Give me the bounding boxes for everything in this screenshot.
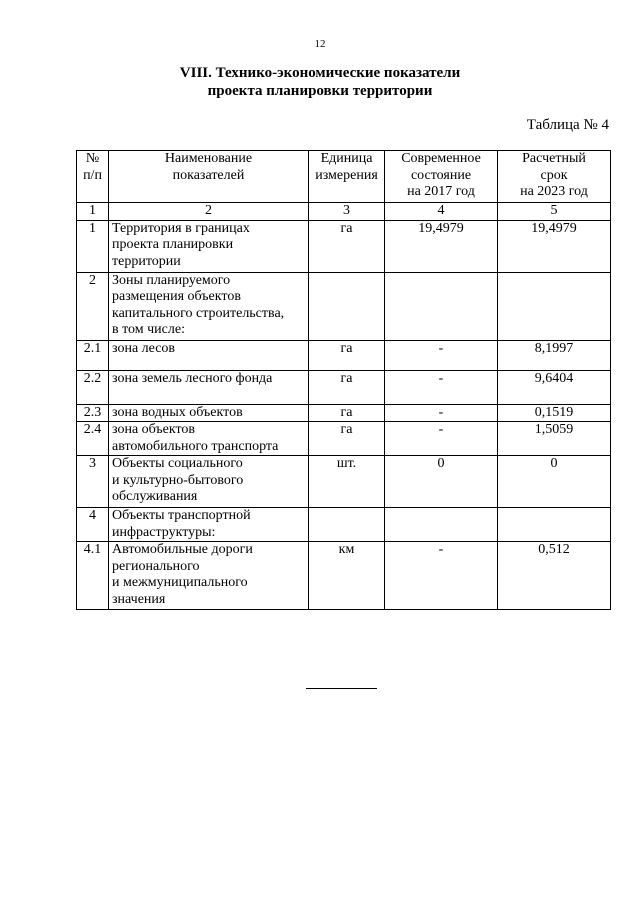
row-number: 4 — [77, 508, 109, 542]
column-number: 1 — [77, 203, 109, 221]
table-row — [77, 370, 611, 404]
table-header-row — [77, 151, 611, 203]
row-unit: га — [309, 340, 385, 370]
column-number: 3 — [309, 203, 385, 221]
row-planned: 0,512 — [498, 542, 611, 610]
table-row — [77, 456, 611, 508]
table-row — [77, 340, 611, 370]
section-title: VIII. Технико-экономические показатели проекта планировки территории — [179, 65, 461, 99]
table-row — [77, 272, 611, 340]
row-planned — [498, 508, 611, 542]
row-number: 1 — [77, 220, 109, 272]
row-name: Автомобильные дороги регионального и межмуниципального значения — [109, 542, 309, 610]
row-current: - — [385, 370, 498, 404]
table-row — [77, 220, 611, 272]
row-unit: га — [309, 370, 385, 404]
row-current: 19,4979 — [385, 220, 498, 272]
header-planned: Расчетный срок на 2023 год — [498, 151, 611, 203]
column-number: 5 — [498, 203, 611, 221]
header-unit: Единица измерения — [309, 151, 385, 203]
row-number: 3 — [77, 456, 109, 508]
indicators-table — [76, 150, 611, 610]
row-planned: 0,1519 — [498, 404, 611, 422]
row-planned: 9,6404 — [498, 370, 611, 404]
column-number-row — [77, 203, 611, 221]
row-name: Объекты транспортной инфраструктуры: — [109, 508, 309, 542]
table-row — [77, 404, 611, 422]
row-planned: 1,5059 — [498, 422, 611, 456]
row-number: 2.2 — [77, 370, 109, 404]
row-name: Зоны планируемого размещения объектов капитального строительства, в том числе: — [109, 272, 309, 340]
row-current — [385, 508, 498, 542]
row-unit: га — [309, 220, 385, 272]
row-current: - — [385, 422, 498, 456]
row-unit: шт. — [309, 456, 385, 508]
row-name: Территория в границах проекта планировки территории — [109, 220, 309, 272]
row-name: зона водных объектов — [109, 404, 309, 422]
row-name: зона объектов автомобильного транспорта — [109, 422, 309, 456]
row-number: 4.1 — [77, 542, 109, 610]
row-current: - — [385, 542, 498, 610]
row-planned: 8,1997 — [498, 340, 611, 370]
row-current: - — [385, 404, 498, 422]
column-number: 2 — [109, 203, 309, 221]
table-row — [77, 422, 611, 456]
column-number: 4 — [385, 203, 498, 221]
table-row — [77, 542, 611, 610]
row-current: 0 — [385, 456, 498, 508]
row-current — [385, 272, 498, 340]
table-row — [77, 508, 611, 542]
row-number: 2.4 — [77, 422, 109, 456]
row-unit: га — [309, 404, 385, 422]
row-unit: км — [309, 542, 385, 610]
table-caption: Таблица № 4 — [526, 117, 609, 133]
row-name: Объекты социального и культурно-бытового обслуживания — [109, 456, 309, 508]
header-number: № п/п — [77, 151, 109, 203]
row-number: 2 — [77, 272, 109, 340]
row-current: - — [385, 340, 498, 370]
end-separator-line — [306, 688, 377, 689]
row-planned: 19,4979 — [498, 220, 611, 272]
row-name: зона земель лесного фонда — [109, 370, 309, 404]
page-number: 12 — [314, 38, 326, 50]
row-number: 2.3 — [77, 404, 109, 422]
row-number: 2.1 — [77, 340, 109, 370]
row-name: зона лесов — [109, 340, 309, 370]
row-unit — [309, 508, 385, 542]
header-current: Современное состояние на 2017 год — [385, 151, 498, 203]
row-planned — [498, 272, 611, 340]
row-planned: 0 — [498, 456, 611, 508]
row-unit: га — [309, 422, 385, 456]
row-unit — [309, 272, 385, 340]
header-name: Наименование показателей — [109, 151, 309, 203]
